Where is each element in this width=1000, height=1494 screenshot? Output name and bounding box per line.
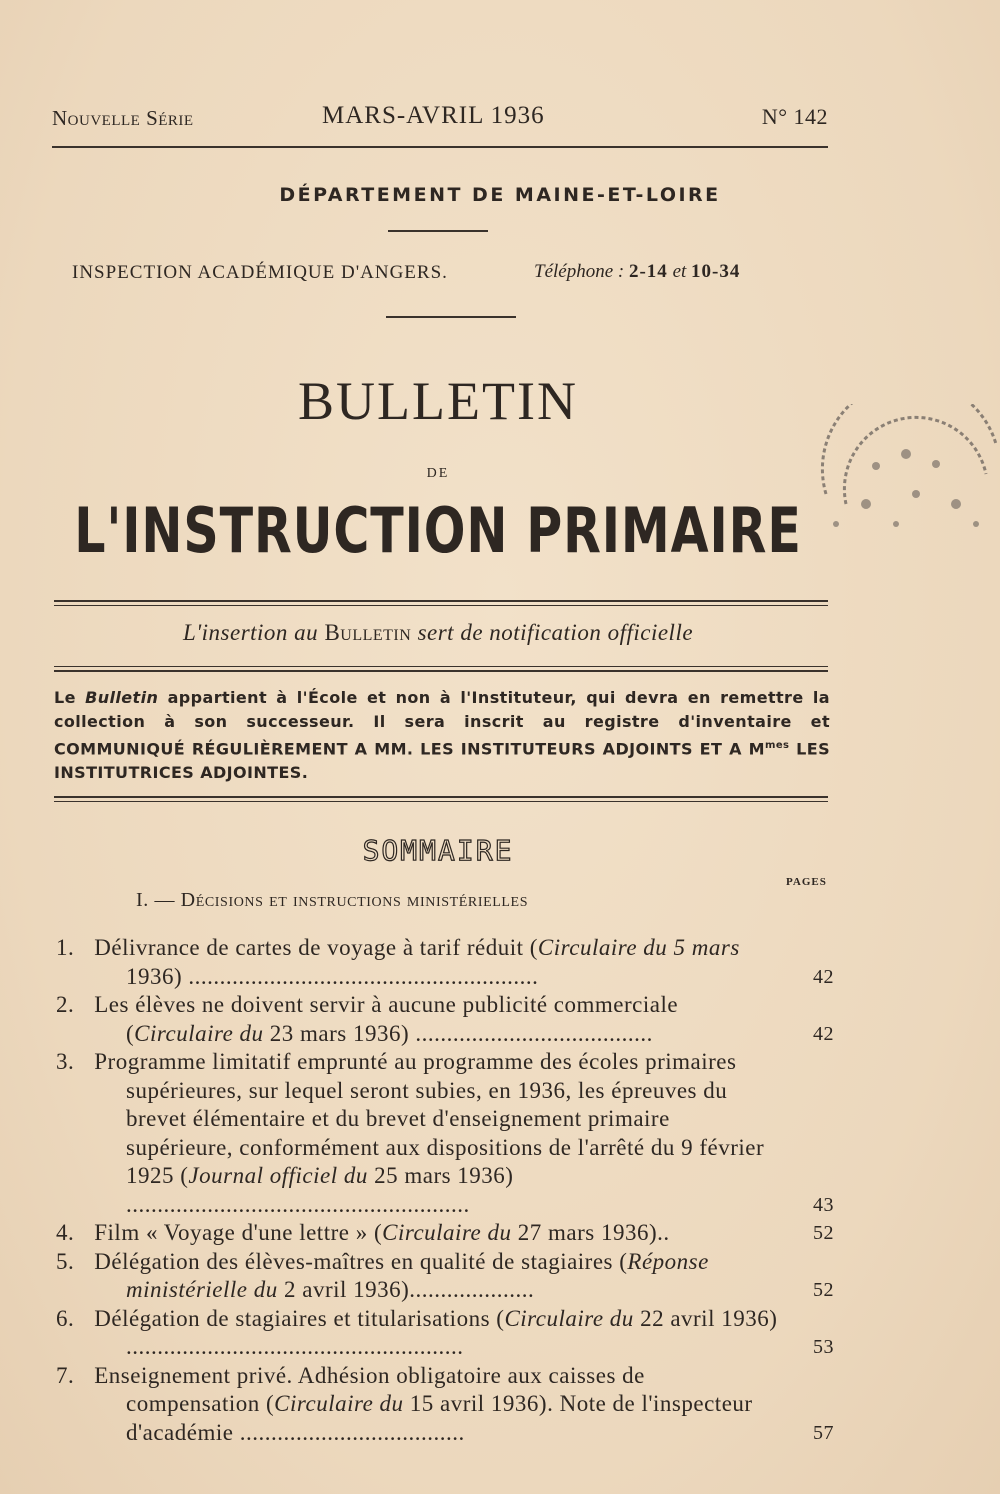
item-citation: Circulaire du bbox=[504, 1305, 634, 1331]
item-number: 1. bbox=[56, 935, 75, 960]
item-citation: Circulaire du 5 mars bbox=[537, 935, 740, 960]
contents-item bbox=[56, 991, 834, 1048]
telephone-line bbox=[534, 261, 740, 283]
sommaire-heading: SOMMAIRE bbox=[362, 834, 514, 867]
item-text: Programme limitatif emprunté au programme des écoles primaires supérieures, sur lequel seront subies, en 1936, les épreuves du brevet élémentaire et du brevet d'enseignement primaire supérieure, conformément aux dispositions de l'arrêté du 9 février 1925 ( bbox=[88, 1049, 765, 1188]
item-citation: Circulaire du bbox=[274, 1391, 404, 1416]
ownership-notice bbox=[54, 686, 830, 785]
pages-label: PAGES bbox=[786, 876, 827, 888]
insertion-part-1: L'insertion au bbox=[182, 620, 319, 645]
item-text: Film « Voyage d'une lettre » ( bbox=[88, 1220, 383, 1245]
double-rule-bottom-a bbox=[54, 796, 828, 798]
contents-item bbox=[56, 1248, 834, 1305]
item-number: 7. bbox=[56, 1362, 75, 1388]
issue-number: N° 142 bbox=[761, 104, 828, 129]
item-text: Enseignement privé. Adhésion obligatoire aux caisses de compensation ( bbox=[88, 1362, 645, 1416]
item-text: Délivrance de cartes de voyage à tarif réduit ( bbox=[88, 935, 538, 960]
masthead bbox=[52, 100, 828, 140]
item-number: 4. bbox=[56, 1220, 75, 1245]
item-number: 2. bbox=[56, 992, 75, 1017]
notice-sup: mes bbox=[765, 740, 790, 751]
double-rule-bottom-b bbox=[54, 801, 828, 802]
item-number: 5. bbox=[56, 1248, 75, 1274]
item-text: Délégation de stagiaires et titularisations ( bbox=[88, 1305, 505, 1331]
contents-item bbox=[56, 1362, 834, 1448]
item-number: 3. bbox=[56, 1049, 75, 1074]
divider-short-1 bbox=[388, 230, 488, 232]
item-page-number: 42 bbox=[813, 965, 834, 988]
department-heading: DÉPARTEMENT DE MAINE-ET-LOIRE bbox=[279, 184, 721, 206]
item-text: Délégation des élèves-maîtres en qualité de stagiaires ( bbox=[88, 1248, 628, 1274]
item-number: 6. bbox=[56, 1305, 75, 1331]
title-de: DE bbox=[426, 466, 450, 481]
insertion-part-3: sert de notification officielle bbox=[417, 620, 694, 645]
rule-under-insertion-b bbox=[54, 670, 828, 672]
item-page-number: 52 bbox=[813, 1222, 834, 1244]
item-page-number: 57 bbox=[813, 1421, 834, 1444]
item-text: Les élèves ne doivent servir à aucune publicité commerciale ( bbox=[88, 992, 679, 1046]
double-rule-top-b bbox=[54, 605, 828, 606]
title-bulletin: BULLETIN bbox=[298, 371, 578, 431]
item-citation: Circulaire du bbox=[134, 1020, 264, 1046]
postmark-stamp-icon bbox=[806, 404, 1000, 554]
double-rule-top-a bbox=[54, 600, 828, 602]
item-tail: 25 mars 1936) ....................................................... bbox=[126, 1163, 514, 1217]
telephone-number-2: 10-34 bbox=[691, 261, 741, 282]
rule-under-insertion-a bbox=[54, 666, 828, 667]
item-tail: 23 mars 1936) ...................................... bbox=[263, 1020, 653, 1046]
item-tail: 15 avril 1936). Note de l'inspecteur d'académie .................................... bbox=[126, 1391, 753, 1445]
telephone-label: Téléphone : bbox=[534, 261, 625, 282]
title-instruction-primaire: L'INSTRUCTION PRIMAIRE bbox=[74, 494, 802, 567]
insertion-part-2: Bulletin bbox=[324, 620, 412, 645]
item-citation: Réponse ministérielle du bbox=[126, 1248, 709, 1302]
item-tail: 22 avril 1936) ...................................................... bbox=[126, 1305, 778, 1359]
masthead-rule bbox=[52, 146, 828, 148]
telephone-conj: et bbox=[672, 261, 687, 282]
item-citation: Journal officiel du bbox=[188, 1163, 368, 1188]
inspection-label: INSPECTION ACADÉMIQUE D'ANGERS. bbox=[72, 262, 448, 283]
telephone-number-1: 2-14 bbox=[628, 261, 668, 282]
item-page-number: 42 bbox=[813, 1022, 834, 1045]
divider-short-2 bbox=[386, 316, 516, 318]
issue-date: MARS-AVRIL 1936 bbox=[322, 102, 545, 129]
contents-item bbox=[56, 934, 834, 991]
insertion-note bbox=[0, 620, 876, 646]
contents-item bbox=[56, 1219, 834, 1248]
contents-item bbox=[56, 1305, 834, 1362]
item-tail: 27 mars 1936).. bbox=[511, 1220, 670, 1245]
item-citation: Circulaire du bbox=[382, 1220, 512, 1245]
contents-item bbox=[56, 1048, 834, 1219]
notice-p5: LES INSTITUTRICES ADJOINTES. bbox=[54, 739, 830, 783]
item-page-number: 53 bbox=[813, 1336, 834, 1358]
item-page-number: 52 bbox=[813, 1279, 834, 1301]
section-heading: I. — Décisions et instructions ministérielles bbox=[136, 889, 529, 911]
item-page-number: 43 bbox=[813, 1193, 834, 1216]
contents-list bbox=[56, 934, 834, 1447]
series-label: Nouvelle Série bbox=[52, 106, 194, 130]
notice-bulletin-word: Bulletin bbox=[85, 688, 159, 707]
notice-p3: appartient à l'École et non à l'Instituteur, qui devra en remettre la collection à son successeur. Il sera inscrit au registre d'inventaire et COMMUNIQUÉ RÉGULIÈREMENT A MM. LES INSTITUTEURS ADJOINTS ET A M bbox=[54, 688, 830, 759]
notice-p1: Le bbox=[54, 688, 76, 707]
item-tail: 2 avril 1936).................... bbox=[277, 1277, 535, 1302]
item-tail: 1936) ........................................................ bbox=[126, 963, 539, 989]
